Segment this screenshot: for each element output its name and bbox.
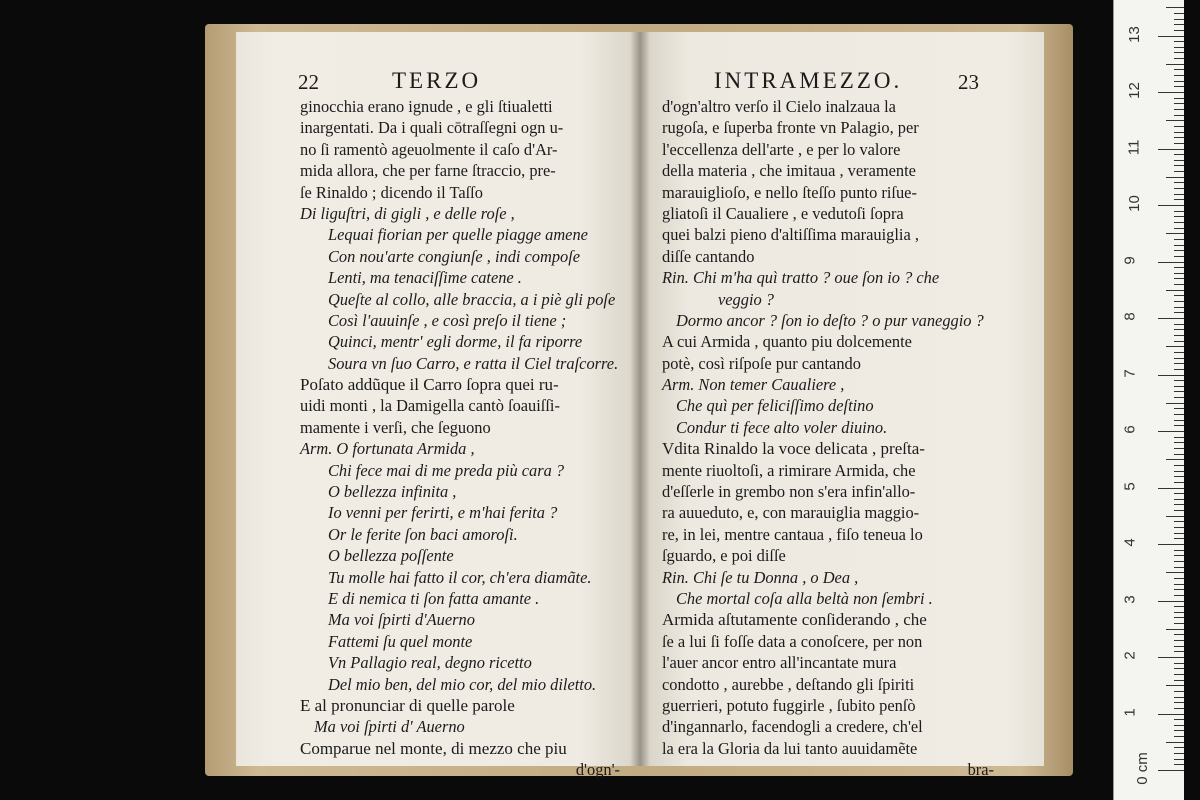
text-line: Poſato addũque il Carro ſopra quei ru- (300, 375, 559, 395)
ruler-tick (1174, 397, 1184, 398)
ruler-tick (1158, 262, 1184, 263)
ruler-tick (1158, 375, 1184, 376)
ruler-tick (1174, 550, 1184, 551)
ruler-tick (1174, 109, 1184, 110)
ruler-tick (1174, 510, 1184, 511)
ruler-tick (1174, 250, 1184, 251)
ruler-number: 5 (1121, 481, 1139, 491)
ruler-tick (1174, 171, 1184, 172)
ruler-tick (1174, 482, 1184, 483)
left-page-text (300, 96, 628, 781)
ruler-tick (1174, 19, 1184, 20)
ruler-tick (1174, 273, 1184, 274)
ruler-tick (1174, 425, 1184, 426)
ruler-tick (1166, 572, 1184, 573)
text-line: Rin. Chi m'ha quì tratto ? oue ſon io ? che (662, 268, 940, 288)
text-line: ſe a lui ſi foſſe data a conoſcere, per non (662, 631, 923, 651)
text-line: diſſe cantando (662, 246, 755, 266)
text-line: E di nemica ti ſon fatta amante . (328, 588, 540, 608)
text-line: E al pronunciar di quelle parole (300, 695, 515, 715)
ruler-tick (1174, 391, 1184, 392)
ruler-tick (1174, 369, 1184, 370)
ruler-tick (1174, 41, 1184, 42)
ruler-tick (1174, 527, 1184, 528)
text-line: Arm. O fortunata Armida , (300, 439, 475, 459)
text-line: ſguardo, e poi diſſe (662, 546, 786, 566)
ruler-tick (1174, 674, 1184, 675)
ruler-tick (1174, 386, 1184, 387)
ruler-tick (1174, 132, 1184, 133)
text-line: l'eccellenza dell'arte , e per lo valore (662, 139, 901, 159)
ruler-tick (1174, 595, 1184, 596)
ruler-tick (1174, 420, 1184, 421)
right-page (640, 32, 1044, 780)
text-line: Tu molle hai fatto il cor, ch'era diamãte. (328, 567, 592, 587)
text-line: potè, così riſpoſe pur cantando (662, 353, 861, 373)
ruler-tick (1174, 408, 1184, 409)
ruler-tick (1158, 770, 1184, 771)
text-line: Del mio ben, del mio cor, del mio diletto. (328, 674, 597, 694)
text-line: Or le ferite ſon baci amoroſi. (328, 524, 518, 544)
ruler-tick (1174, 69, 1184, 70)
ruler-number: 2 (1121, 651, 1139, 660)
text-line: Vdita Rinaldo la voce delicata , preſta- (662, 439, 925, 459)
ruler-number: 12 (1125, 82, 1143, 99)
text-line: la era la Gloria da lui tanto auuidamẽte (662, 738, 918, 758)
ruler-tick (1158, 205, 1184, 206)
ruler-number: 13 (1125, 25, 1143, 43)
ruler-tick (1174, 380, 1184, 381)
ruler-tick (1174, 239, 1184, 240)
text-line: Dormo ancor ? ſon io deſto ? o pur vaneggio ? (676, 310, 984, 330)
ruler-tick (1174, 86, 1184, 87)
ruler-tick (1174, 646, 1184, 647)
ruler-number: 3 (1121, 594, 1139, 604)
ruler-tick (1174, 708, 1184, 709)
ruler-tick (1166, 742, 1184, 743)
ruler-tick (1174, 363, 1184, 364)
ruler-tick (1174, 584, 1184, 585)
ruler-tick (1174, 476, 1184, 477)
ruler-tick (1174, 75, 1184, 76)
ruler-tick (1158, 431, 1184, 432)
text-line: Armida aſtutamente conſiderando , che (662, 610, 927, 630)
text-line: ginocchia erano ignude , e gli ſtiualetti (300, 97, 553, 116)
ruler-number: 11 (1125, 139, 1143, 155)
ruler-tick (1174, 753, 1184, 754)
ruler-tick (1174, 211, 1184, 212)
text-line: guerrieri, potuto fuggirle , ſubito penſò (662, 695, 916, 715)
ruler-tick (1174, 341, 1184, 342)
ruler-tick (1174, 284, 1184, 285)
ruler-tick (1174, 199, 1184, 200)
text-line: d'ogn'altro verſo il Cielo inalzaua la (662, 97, 896, 116)
ruler-tick (1158, 544, 1184, 545)
text-line: Ma voi ſpirti d'Auerno (328, 610, 475, 630)
ruler-tick (1174, 256, 1184, 257)
text-line: O bellezza poſſente (328, 546, 454, 566)
ruler-tick (1174, 143, 1184, 144)
ruler-tick (1174, 301, 1184, 302)
ruler-tick (1174, 222, 1184, 223)
ruler-tick (1174, 47, 1184, 48)
ruler-tick (1158, 488, 1184, 489)
left-page (236, 32, 640, 780)
ruler-tick (1158, 714, 1184, 715)
text-line: Chi fece mai di me preda più cara ? (328, 460, 565, 480)
ruler-tick (1166, 7, 1184, 8)
ruler-tick (1174, 533, 1184, 534)
ruler-tick (1174, 465, 1184, 466)
text-line: Vn Pallagio real, degno ricetto (328, 653, 532, 673)
ruler-tick (1166, 346, 1184, 347)
ruler-tick (1174, 194, 1184, 195)
ruler-tick (1174, 13, 1184, 14)
ruler-tick (1174, 668, 1184, 669)
text-line: bra- (967, 760, 994, 780)
ruler-number: 10 (1125, 195, 1143, 212)
text-line: Rin. Chi ſe tu Donna , o Dea , (662, 567, 859, 587)
ruler-tick (1174, 165, 1184, 166)
text-line: Fattemi ſu quel monte (328, 631, 473, 651)
ruler-tick (1174, 623, 1184, 624)
ruler-tick (1174, 680, 1184, 681)
ruler-tick (1166, 516, 1184, 517)
ruler-tick (1174, 759, 1184, 760)
ruler-tick (1174, 617, 1184, 618)
text-line: ra auueduto, e, con marauiglia maggio- (662, 503, 920, 523)
measurement-ruler (1113, 0, 1184, 800)
ruler-tick (1174, 567, 1184, 568)
text-line: Arm. Non temer Caualiere , (662, 375, 845, 395)
ruler-tick (1174, 538, 1184, 539)
ruler-tick (1158, 601, 1184, 602)
right-page-text (662, 96, 1002, 781)
ruler-tick (1174, 52, 1184, 53)
ruler-tick (1174, 555, 1184, 556)
text-line: O bellezza infinita , (328, 482, 457, 502)
ruler-tick (1174, 442, 1184, 443)
ruler-number: 7 (1121, 368, 1139, 378)
ruler-tick (1174, 126, 1184, 127)
ruler-tick (1166, 459, 1184, 460)
ruler-tick (1174, 98, 1184, 99)
page-number-left: 22 (298, 70, 319, 94)
ruler-tick (1166, 290, 1184, 291)
ruler-tick (1158, 92, 1184, 93)
text-line: Che quì per feliciſſimo deſtino (676, 396, 874, 416)
ruler-tick (1174, 578, 1184, 579)
ruler-tick (1174, 160, 1184, 161)
text-line: Di liguſtri, di gigli , e delle roſe , (300, 203, 515, 223)
ruler-tick (1174, 358, 1184, 359)
text-line: condotto , aurebbe , deſtando gli ſpiriti (662, 674, 915, 694)
text-line: d'ingannarlo, facendogli a credere, ch'el (662, 717, 923, 737)
text-line: mida allora, che per farne ſtraccio, pre- (300, 161, 556, 181)
ruler-tick (1174, 521, 1184, 522)
ruler-tick (1166, 685, 1184, 686)
ruler-tick (1174, 448, 1184, 449)
text-line: ſe Rinaldo ; dicendo il Taſſo (300, 182, 483, 202)
ruler-tick (1174, 561, 1184, 562)
ruler-tick (1174, 58, 1184, 59)
ruler-tick (1174, 414, 1184, 415)
ruler-tick (1174, 335, 1184, 336)
ruler-tick (1174, 307, 1184, 308)
text-line: inargentati. Da i quali cōtraſſegni ogn u- (300, 118, 564, 138)
ruler-tick (1174, 312, 1184, 313)
ruler-tick (1174, 228, 1184, 229)
ruler-tick (1174, 747, 1184, 748)
text-line: veggio ? (718, 289, 774, 309)
ruler-tick (1174, 702, 1184, 703)
ruler-tick (1166, 403, 1184, 404)
ruler-tick (1174, 329, 1184, 330)
text-line: d'ogn'- (575, 760, 620, 780)
ruler-tick (1174, 352, 1184, 353)
ruler-number: 8 (1121, 312, 1139, 321)
ruler-tick (1174, 115, 1184, 116)
ruler-tick (1174, 437, 1184, 438)
text-line: rugoſa, e ſuperba fronte vn Palagio, per (662, 118, 919, 138)
ruler-tick (1174, 663, 1184, 664)
ruler-tick (1174, 691, 1184, 692)
text-line: Ma voi ſpirti d' Auerno (314, 717, 465, 737)
ruler-tick (1174, 471, 1184, 472)
text-line: Condur ti fece alto voler diuino. (676, 417, 888, 437)
ruler-tick (1174, 454, 1184, 455)
ruler-tick (1174, 216, 1184, 217)
ruler-tick (1166, 177, 1184, 178)
ruler-tick (1166, 64, 1184, 65)
ruler-unit-label: 0 cm (1133, 752, 1151, 785)
ruler-tick (1174, 324, 1184, 325)
page-number-right: 23 (958, 70, 979, 94)
ruler-tick (1174, 499, 1184, 500)
ruler-tick (1174, 606, 1184, 607)
running-header-right: INTRAMEZZO. (714, 68, 903, 93)
text-line: A cui Armida , quanto piu dolcemente (662, 332, 912, 352)
text-line: mente riuoltoſi, a rimirare Armida, che (662, 460, 916, 480)
ruler-tick (1174, 697, 1184, 698)
text-line: gliatoſi il Caualiere , e vedutoſi ſopra (662, 203, 904, 223)
text-line: marauiglioſo, e nello ſteſſo punto riſue- (662, 182, 917, 202)
ruler-tick (1174, 493, 1184, 494)
ruler-tick (1174, 651, 1184, 652)
text-line: Quinci, mentr' egli dorme, il fa riporre (328, 332, 583, 352)
ruler-tick (1174, 612, 1184, 613)
ruler-number: 4 (1121, 538, 1139, 547)
ruler-tick (1174, 267, 1184, 268)
ruler-tick (1174, 634, 1184, 635)
text-line: Lenti, ma tenaciſſime catene . (328, 268, 522, 288)
ruler-tick (1158, 36, 1184, 37)
text-line: Che mortal coſa alla beltà non ſembri . (676, 588, 933, 608)
text-line: Soura vn ſuo Carro, e ratta il Ciel traſcorre. (328, 353, 619, 373)
ruler-number: 9 (1121, 255, 1139, 265)
book-gutter (630, 32, 650, 766)
ruler-tick (1166, 233, 1184, 234)
ruler-tick (1174, 736, 1184, 737)
text-line: Così l'auuinſe , e così preſo il tiene ; (328, 310, 567, 330)
ruler-tick (1174, 188, 1184, 189)
text-line: Comparue nel monte, di mezzo che piu (300, 738, 567, 758)
ruler-tick (1174, 719, 1184, 720)
ruler-tick (1174, 589, 1184, 590)
ruler-tick (1166, 629, 1184, 630)
ruler-tick (1174, 764, 1184, 765)
ruler-tick (1158, 318, 1184, 319)
text-line: no ſi ramentò ageuolmente il caſo d'Ar- (300, 139, 558, 159)
text-line: l'auer ancor entro all'incantate mura (662, 653, 897, 673)
ruler-tick (1174, 81, 1184, 82)
ruler-tick (1174, 30, 1184, 31)
ruler-tick (1174, 137, 1184, 138)
ruler-tick (1174, 640, 1184, 641)
ruler-tick (1166, 120, 1184, 121)
ruler-tick (1174, 245, 1184, 246)
text-line: mamente i verſi, che ſeguono (300, 417, 491, 437)
text-line: re, in lei, mentre cantaua , fiſo teneua lo (662, 524, 923, 544)
text-line: Lequai fiorian per quelle piagge amene (328, 225, 588, 245)
ruler-tick (1174, 103, 1184, 104)
ruler-tick (1174, 295, 1184, 296)
text-line: uidi monti , la Damigella cantò ſoauiſſi- (300, 396, 560, 416)
ruler-tick (1174, 154, 1184, 155)
ruler-tick (1174, 725, 1184, 726)
text-line: Io venni per ferirti, e m'hai ferita ? (328, 503, 558, 523)
text-line: quei balzi pieno d'altiſſima marauiglia , (662, 225, 919, 245)
running-header-left: TERZO (392, 68, 482, 93)
ruler-tick (1174, 182, 1184, 183)
ruler-tick (1158, 149, 1184, 150)
text-line: Con nou'arte congiunſe , indi compoſe (328, 246, 581, 266)
ruler-tick (1158, 657, 1184, 658)
text-line: Queſte al collo, alle braccia, a i piè gli poſe (328, 289, 616, 309)
text-line: della materia , che imitaua , veramente (662, 161, 916, 181)
ruler-tick (1174, 278, 1184, 279)
text-line: d'eſſerle in grembo non s'era infin'allo- (662, 482, 916, 502)
ruler-tick (1174, 504, 1184, 505)
ruler-tick (1174, 730, 1184, 731)
ruler-number: 1 (1121, 707, 1139, 717)
ruler-tick (1174, 24, 1184, 25)
ruler-number: 6 (1121, 425, 1139, 434)
